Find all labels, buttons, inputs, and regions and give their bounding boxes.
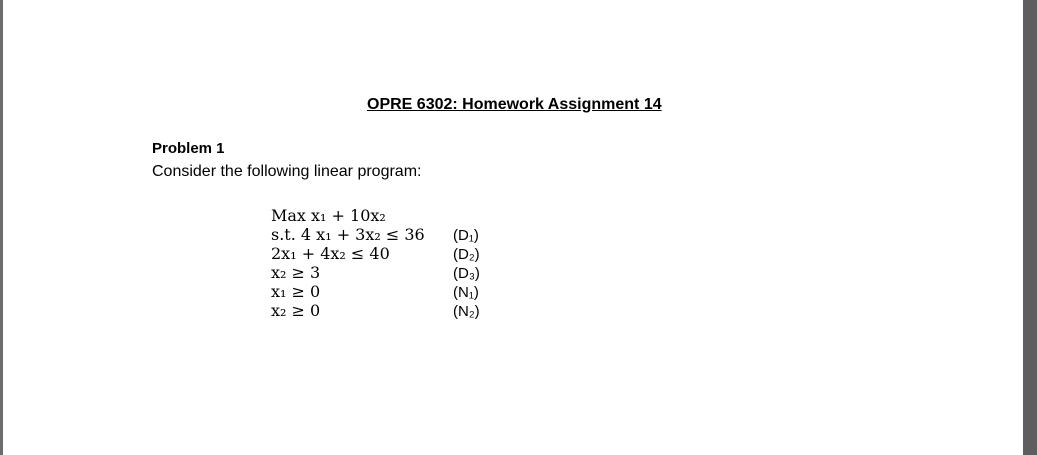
viewer-scrollbar[interactable] xyxy=(1023,0,1037,455)
constraint-expression: s.t. 4 x₁ + 3x₂ ≤ 36 xyxy=(271,225,425,244)
document-page xyxy=(3,0,1023,455)
constraint-expression: 2x₁ + 4x₂ ≤ 40 xyxy=(271,244,390,263)
constraint-expression: x₂ ≥ 3 xyxy=(271,263,321,282)
constraint-label: (D₃) xyxy=(453,265,480,282)
constraint-expression: x₂ ≥ 0 xyxy=(271,301,321,320)
constraint-label: (D₂) xyxy=(453,246,480,263)
constraint-label: (D₁) xyxy=(453,227,479,244)
constraint-label: (N₁) xyxy=(453,284,479,301)
document-title: OPRE 6302: Homework Assignment 14 xyxy=(367,96,662,113)
problem-heading: Problem 1 xyxy=(152,140,225,157)
problem-intro: Consider the following linear program: xyxy=(152,163,422,180)
constraint-label: (N₂) xyxy=(453,303,480,320)
constraint-expression: x₁ ≥ 0 xyxy=(271,282,321,301)
objective-function: Max x₁ + 10x₂ xyxy=(271,206,386,225)
